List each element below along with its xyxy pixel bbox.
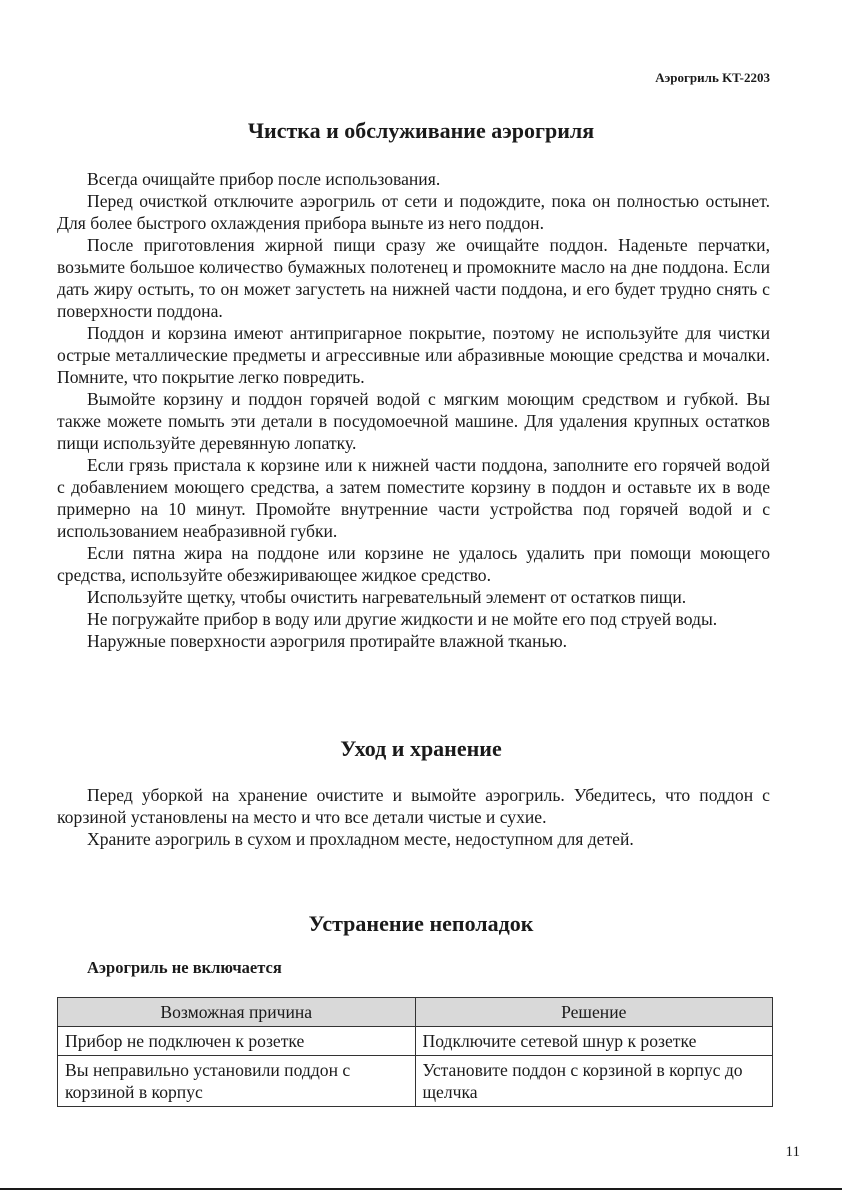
paragraph: Вымойте корзину и поддон горячей водой с мягким моющим средством и губкой. Вы также можете помыть эти детали в посудомоечной машине. Для удаления крупных остатков пищи используйте деревянную лопатку. [57, 389, 770, 453]
paragraph: Если грязь пристала к корзине или к нижней части поддона, заполните его горячей водой с добавлением моющего средства, а затем поместите корзину в поддон и оставьте их в воде примерно на 10 минут. Промойте внутренние части устройства под горячей водой и с использованием неабразивной губки. [57, 455, 770, 541]
running-header: Аэрогриль KT-2203 [655, 70, 770, 85]
table-row [58, 1056, 773, 1107]
paragraph: Всегда очищайте прибор после использования. [87, 169, 441, 189]
solution-cell: Подключите сетевой шнур к розетке [415, 1027, 773, 1056]
troubleshooting-title: Устранение неполадок [308, 911, 534, 936]
cleaning-title: Чистка и обслуживание аэрогриля [247, 118, 595, 143]
cause-cell: Прибор не подключен к розетке [58, 1027, 416, 1056]
paragraph: Используйте щетку, чтобы очистить нагревательный элемент от остатков пищи. [87, 587, 687, 607]
paragraph: Наружные поверхности аэрогриля протирайте влажной тканью. [87, 631, 568, 651]
troubleshooting-table [57, 997, 773, 1107]
storage-section [57, 784, 770, 850]
paragraph: Перед уборкой на хранение очистите и вымойте аэрогриль. Убедитесь, что поддон с корзиной установлены на место и что все детали чистые и сухие. [57, 785, 770, 827]
troubleshooting-subtitle: Аэрогриль не включается [87, 958, 282, 977]
page-number: 11 [785, 1144, 800, 1160]
paragraph: Храните аэрогриль в сухом и прохладном месте, недоступном для детей. [87, 829, 634, 849]
paragraph: Поддон и корзина имеют антипригарное покрытие, поэтому не используйте для чистки острые металлические предметы и агрессивные или абразивные моющие средства и мочалки. Помните, что покрытие легко повредить. [57, 323, 770, 387]
paragraph: Не погружайте прибор в воду или другие жидкости и не мойте его под струей воды. [87, 609, 718, 629]
solution-cell: Установите поддон с корзиной в корпус до щелчка [415, 1056, 773, 1107]
paragraph: Если пятна жира на поддоне или корзине не удалось удалить при помощи моющего средства, используйте обезжиривающее жидкое средство. [57, 543, 770, 585]
table-row [58, 1027, 773, 1056]
column-header-solution: Решение [415, 998, 773, 1027]
table-header-row [58, 998, 773, 1027]
cause-cell: Вы неправильно установили поддон с корзиной в корпус [58, 1056, 416, 1107]
paragraph: После приготовления жирной пищи сразу же очищайте поддон. Наденьте перчатки, возьмите большое количество бумажных полотенец и промокните масло на дне поддона. Если дать жиру остыть, то он может загустеть на нижней части поддона, и его будет трудно снять с поверхности поддона. [57, 235, 770, 321]
bottom-rule [0, 1188, 842, 1190]
storage-title: Уход и хранение [340, 736, 502, 761]
cleaning-section [57, 168, 770, 652]
column-header-cause: Возможная причина [58, 998, 416, 1027]
paragraph: Перед очисткой отключите аэрогриль от сети и подождите, пока он полностью остынет. Для более быстрого охлаждения прибора выньте из него поддон. [57, 191, 770, 233]
